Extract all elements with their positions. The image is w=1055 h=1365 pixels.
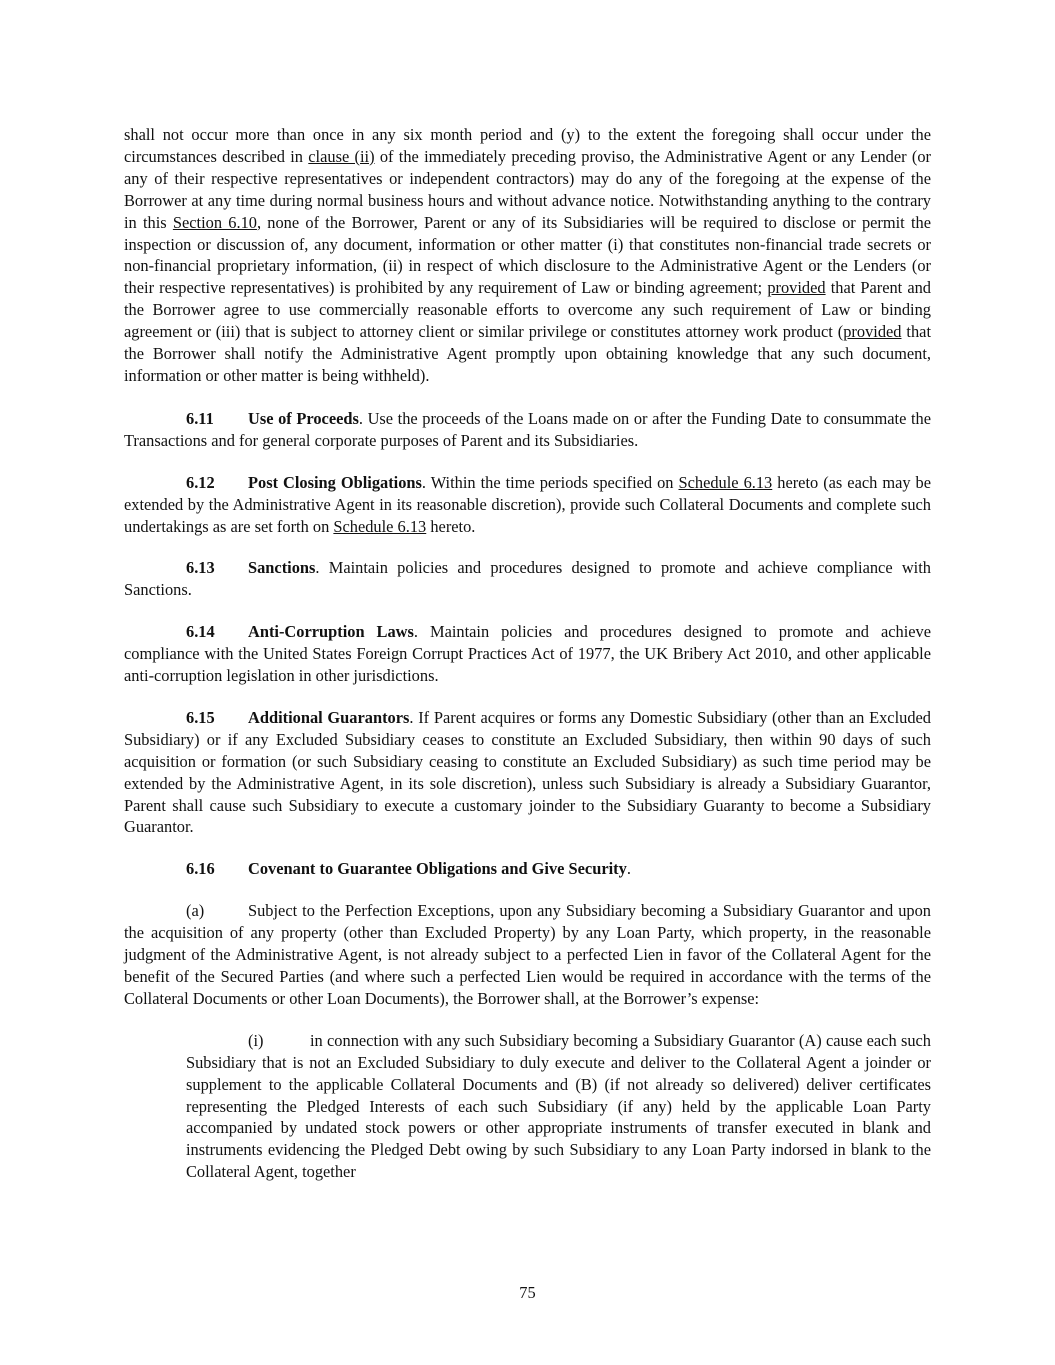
section-heading: Post Closing Obligations bbox=[248, 472, 422, 492]
schedule-reference: Schedule 6.13 bbox=[678, 472, 773, 492]
section-number: 6.11 bbox=[186, 408, 214, 428]
section-6-11: 6.11 Use of Proceeds. Use the proceeds of the Loans made on or after the Funding Date to consummate the Transactions and for general corporate purposes of Parent and its Subsidiaries. bbox=[124, 408, 931, 450]
provided-term: provided bbox=[767, 278, 826, 298]
provided-term: provided bbox=[843, 322, 902, 342]
section-number: 6.14 bbox=[186, 622, 215, 642]
page-number: 75 bbox=[519, 1283, 536, 1302]
section-heading: Additional Guarantors bbox=[248, 707, 410, 727]
section-number: 6.13 bbox=[186, 558, 215, 578]
subsection-a: (a) Subject to the Perfection Exceptions, upon any Subsidiary becoming a Subsidiary Guarantor and upon the acquisition of any property (other than Excluded Property) by any Loan Party, which property, in the reasonable judgment of the Administrative Agent, is not already subject to a perfected Lien in favor of the Collateral Agent for the benefit of the Secured Parties (and where such a perfected Lien would be required in accordance with the terms of the Collateral Documents or other Loan Documents), the Borrower shall, at the Borrower’s expense: bbox=[124, 901, 931, 1008]
section-6-14: 6.14 Anti-Corruption Laws. Maintain policies and procedures designed to promote and achieve compliance with the United States Foreign Corrupt Practices Act of 1977, the UK Bribery Act 2010, and other applicable anti-corruption legislation in other jurisdictions. bbox=[124, 622, 932, 686]
section-6-12: 6.12 Post Closing Obligations. Within the time periods specified on Schedule 6.13 hereto (as each may be extended by the Administrative Agent in its reasonable discretion), provide such Collateral Documents and complete such undertakings as are set forth on Schedule 6.13 hereto. bbox=[124, 472, 931, 536]
clause-ii-reference: clause (ii) bbox=[308, 146, 375, 166]
schedule-reference: Schedule 6.13 bbox=[333, 516, 427, 536]
section-6-13: 6.13 Sanctions. Maintain policies and procedures designed to promote and achieve compliance with Sanctions. bbox=[124, 558, 931, 600]
section-heading: Sanctions bbox=[248, 558, 316, 578]
section-number: 6.15 bbox=[186, 707, 215, 727]
clause-label: (i) bbox=[248, 1030, 264, 1050]
section-6-16: 6.16 Covenant to Guarantee Obligations and Give Security. bbox=[186, 859, 631, 879]
document-body bbox=[124, 124, 931, 1183]
section-heading: Covenant to Guarantee Obligations and Give Security bbox=[248, 859, 627, 879]
intro-paragraph: shall not occur more than once in any six month period and (y) to the extent the foregoing shall occur under the circumstances described in clause (ii) of the immediately preceding proviso, the Administrative Agent or any Lender (or any of their respective representatives or independent contractors) may do any of the foregoing at the expense of the Borrower at any time during normal business hours and without advance notice. Notwithstanding anything to the contrary in this Section 6.10, none of the Borrower, Parent or any of its Subsidiaries will be required to disclose or permit the inspection or discussion of, any document, information or other matter (i) that constitutes non-financial trade secrets or non-financial proprietary information, (ii) in respect of which disclosure to the Administrative Agent or the Lenders (or their respective representatives) is prohibited by any requirement of Law or binding agreement; provided that Parent and the Borrower agree to use commercially reasonable efforts to overcome any such requirement of Law or binding agreement or (iii) that is subject to attorney client or similar privilege or constitutes attorney work product (provided that the Borrower shall notify the Administrative Agent promptly upon obtaining knowledge that any such document, information or other matter is being withheld). bbox=[124, 125, 932, 385]
clause-i: (i) in connection with any such Subsidiary becoming a Subsidiary Guarantor (A) cause each such Subsidiary that is not an Excluded Subsidiary to duly execute and deliver to the Collateral Agent a joinder or supplement to the applicable Collateral Documents and (B) (if not already so delivered) deliver certificates representing the Pledged Interests of each such Subsidiary (if any) held by the applicable Loan Party accompanied by undated stock powers or other appropriate instruments of transfer executed in blank and instruments evidencing the Pledged Debt owing by such Subsidiary to any Loan Party indorsed in blank to the Collateral Agent, together bbox=[186, 1030, 931, 1182]
section-heading: Anti-Corruption Laws bbox=[248, 622, 414, 642]
section-number: 6.12 bbox=[186, 472, 215, 492]
section-number: 6.16 bbox=[186, 859, 215, 879]
subsection-label: (a) bbox=[186, 901, 205, 921]
section-6-15: 6.15 Additional Guarantors. If Parent acquires or forms any Domestic Subsidiary (other than an Excluded Subsidiary) or if any Excluded Subsidiary ceases to constitute an Excluded Subsidiary, then within 90 days of such acquisition or formation (or such Subsidiary ceasing to constitute an Excluded Subsidiary) as such time period may be extended by the Administrative Agent, in its sole discretion), unless such Subsidiary is already a Subsidiary Guarantor, Parent shall cause such Subsidiary to execute a customary joinder to the Subsidiary Guaranty to become a Subsidiary Guarantor. bbox=[124, 707, 931, 837]
section-heading: Use of Proceeds bbox=[248, 408, 359, 428]
section-6-10-reference: Section 6.10 bbox=[172, 212, 257, 232]
